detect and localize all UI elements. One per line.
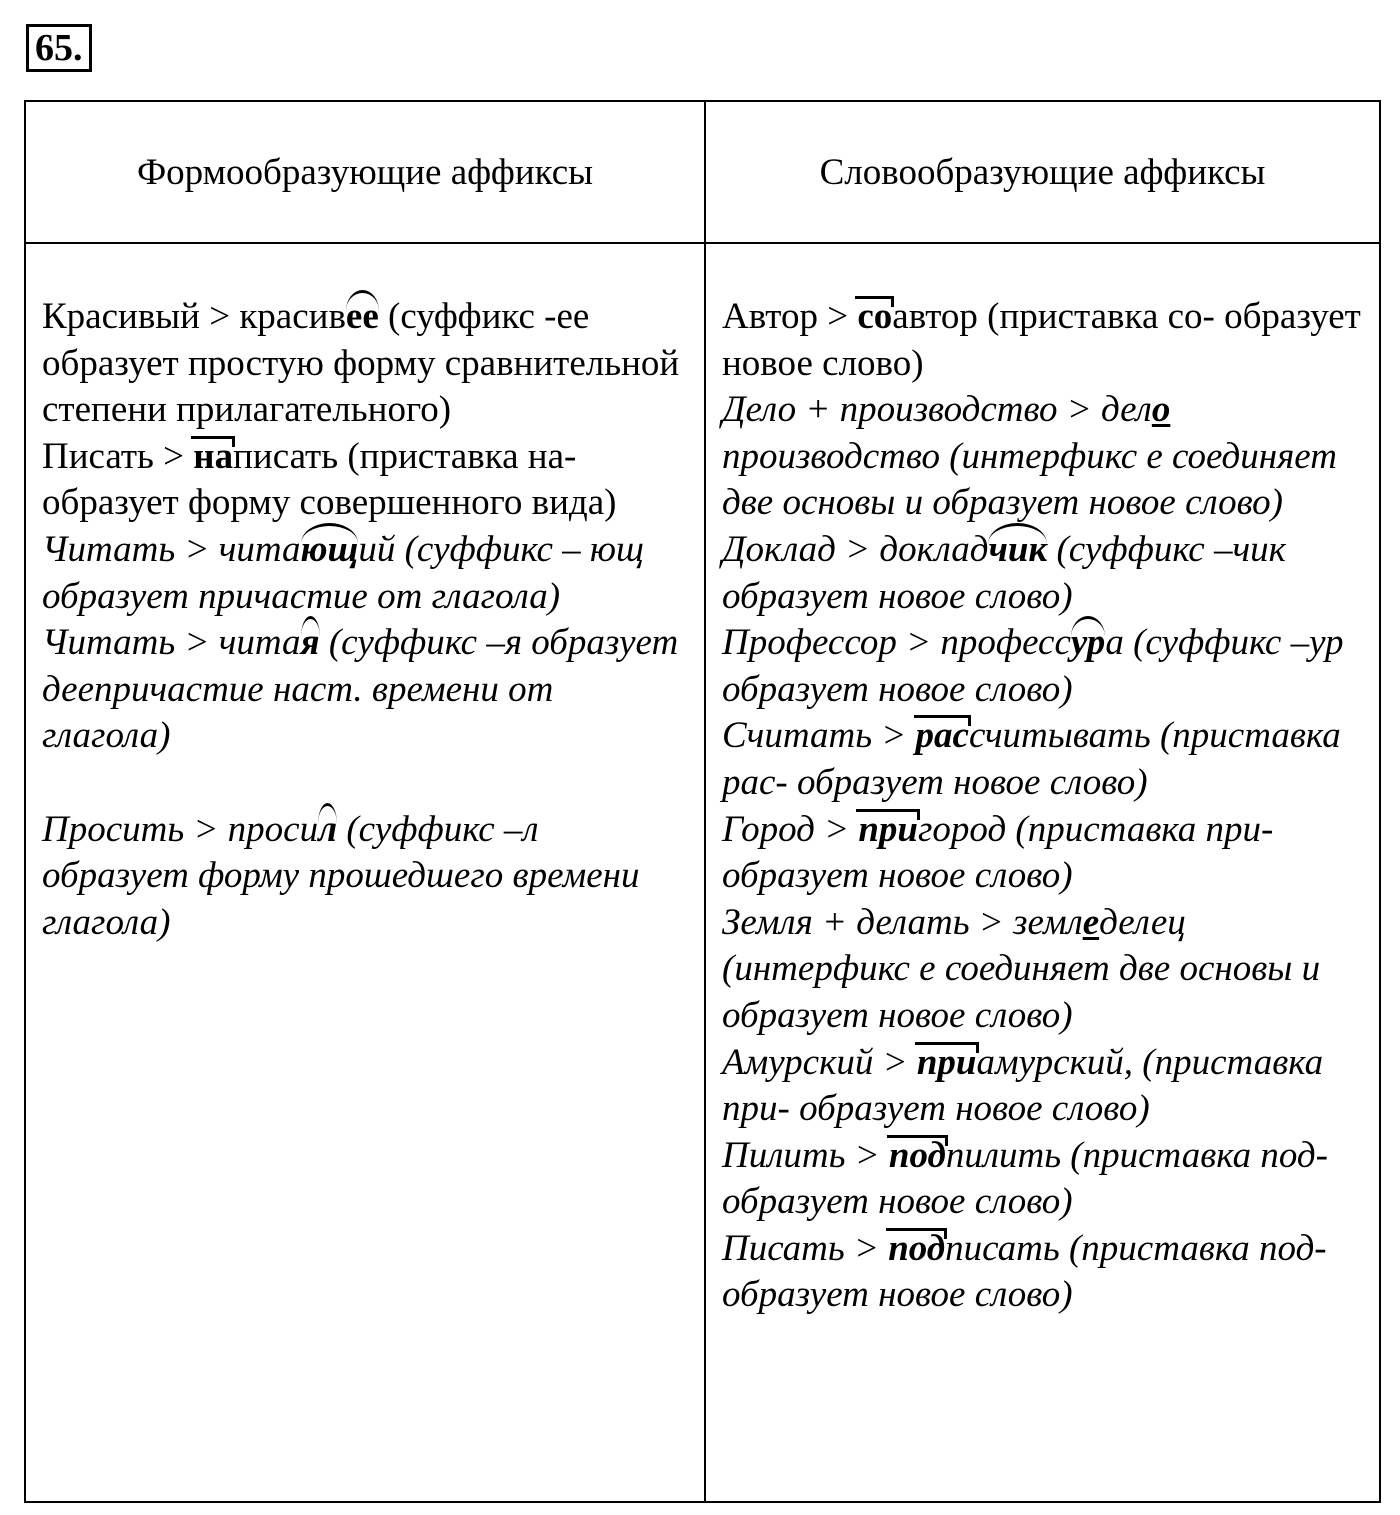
derivational-entry: [722, 620, 1363, 713]
entry-text: (суффикс –я образует деепричастие наст. времени от глагола): [42, 622, 679, 757]
entry-text: (суффикс -ее образует простую форму сравнительной степени прилагательного): [42, 296, 680, 431]
suffix-mark: ур: [1071, 620, 1105, 667]
prefix-mark: при: [858, 807, 918, 854]
spacer: [42, 760, 688, 807]
entry-text: город (приставка при- образует новое слово): [722, 808, 1274, 897]
formative-entry: [42, 294, 688, 434]
entry-text: писать (приставка на- образует форму совершенного вида): [42, 435, 617, 524]
derivational-entry: [722, 1040, 1363, 1133]
entry-text: (суффикс –л образует форму прошедшего времени глагола): [42, 808, 640, 943]
suffix-mark: я: [301, 620, 320, 667]
prefix-mark: на: [193, 434, 233, 481]
prefix-mark: под: [889, 1133, 946, 1180]
entry-text: Город >: [722, 808, 859, 850]
derivational-column: [705, 243, 1380, 1502]
derivational-entry: [722, 527, 1363, 620]
derivational-entry: [722, 713, 1363, 806]
entry-text: Красивый > красив: [42, 296, 346, 337]
suffix-mark: ющ: [301, 527, 359, 574]
formative-column: [25, 243, 705, 1502]
entry-text: Писать >: [42, 435, 194, 477]
entry-text: делец (интерфикс е соединяет две основы и образует новое слово): [722, 901, 1321, 1036]
entry-text: Доклад > доклад: [722, 528, 989, 570]
entry-text: Считать >: [722, 715, 916, 757]
derivational-entry: [722, 294, 1363, 387]
entry-text: амурский, (приставка при- образует новое слово): [722, 1041, 1324, 1130]
entry-text: (суффикс –чик образует новое слово): [722, 528, 1286, 617]
entry-text: производство (интерфикс е соединяет две основы и образует новое слово): [722, 435, 1337, 524]
suffix-mark: чик: [988, 527, 1047, 574]
entry-text: Земля + делать > земл: [722, 901, 1083, 943]
suffix-mark: ее: [346, 294, 379, 341]
task-number: 65.: [26, 24, 92, 72]
header-row: [25, 101, 1380, 243]
derivational-entry: [722, 807, 1363, 900]
entry-text: Просить > проси: [42, 808, 319, 850]
header-formative: Формообразующие аффиксы: [25, 101, 705, 243]
affixes-table: [24, 100, 1381, 1503]
formative-entry: [42, 527, 688, 620]
prefix-mark: рас: [916, 713, 969, 760]
derivational-entry: [722, 900, 1363, 1040]
derivational-entry: [722, 1133, 1363, 1226]
suffix-mark: л: [318, 807, 337, 854]
formative-entry: [42, 807, 688, 947]
header-derivational: Словообразующие аффиксы: [705, 101, 1380, 243]
prefix-mark: со: [857, 294, 892, 341]
interfix-mark: е: [1082, 901, 1100, 943]
content-row: [25, 243, 1380, 1502]
entry-text: Писать >: [722, 1227, 889, 1269]
prefix-mark: под: [888, 1226, 945, 1273]
formative-entry: [42, 620, 688, 760]
entry-text: ий (суффикс – ющ образует причастие от глагола): [42, 528, 644, 617]
derivational-entry: [722, 387, 1363, 527]
entry-text: писать (приставка под- образует новое слово): [722, 1227, 1327, 1316]
entry-text: считывать (приставка рас- образует новое слово): [722, 715, 1341, 803]
entry-text: автор (приставка со- образует новое слово): [722, 296, 1361, 384]
entry-text: Профессор > професс: [722, 622, 1071, 664]
formative-entry: [42, 434, 688, 527]
prefix-mark: при: [917, 1040, 977, 1087]
entry-text: Дело + производство > дел: [722, 389, 1152, 431]
derivational-entry: [722, 1226, 1363, 1319]
interfix-mark: о: [1151, 389, 1171, 431]
entry-text: Автор >: [722, 296, 858, 337]
entry-text: Читать > чита: [42, 528, 301, 570]
entry-text: а (суффикс –ур образует новое слово): [722, 622, 1344, 710]
entry-text: Читать > чита: [42, 622, 301, 664]
entry-text: Амурский >: [722, 1041, 917, 1083]
entry-text: Пилить >: [722, 1134, 889, 1176]
entry-text: пилить (приставка под- образует новое слово): [722, 1134, 1328, 1223]
